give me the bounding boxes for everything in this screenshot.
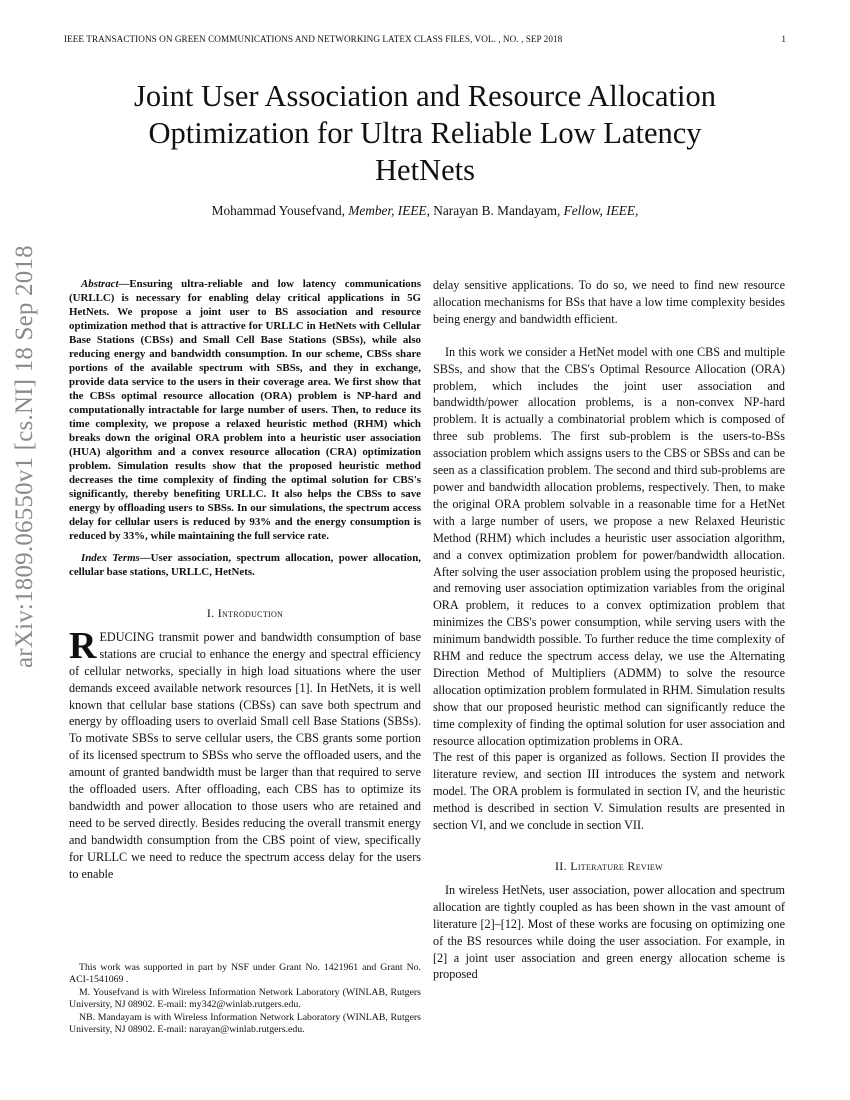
abstract	[69, 277, 421, 543]
running-head	[64, 34, 786, 48]
footnotes	[69, 962, 421, 1036]
left-column	[69, 277, 421, 883]
footnote-author-1-affiliation: M. Yousefvand is with Wireless Information Network Laboratory (WINLAB, Rutgers University, NJ 08902. E-mail: my342@winlab.rutgers.edu.	[69, 986, 421, 1011]
right-column	[433, 277, 785, 983]
journal-running-head: IEEE TRANSACTIONS ON GREEN COMMUNICATIONS AND NETWORKING LATEX CLASS FILES, VOL. , NO. , SEP 2018	[64, 34, 563, 44]
arxiv-stamp: arXiv:1809.06550v1 [cs.NI] 18 Sep 2018	[11, 245, 38, 668]
literature-paragraph-1: In wireless HetNets, user association, power allocation and spectrum allocation are tightly coupled as has been shown in the vast amount of literature [2]–[12]. Most of these works are focusing on optimizing one of the BS resources while doing the user association. For example, in [2] a joint user association and green energy allocation scheme is proposed	[433, 882, 785, 982]
index-terms-text: —User association, spectrum allocation, power allocation, cellular base stations, URLLC, HetNets.	[69, 552, 421, 578]
page-number: 1	[781, 34, 786, 44]
section-heading-introduction: I. Introduction	[206, 606, 284, 620]
author-role: Fellow, IEEE,	[563, 203, 639, 218]
section-heading-literature-review: II. Literature Review	[555, 859, 663, 873]
author-list	[60, 203, 790, 219]
footnote-funding: This work was supported in part by NSF under Grant No. 1421961 and Grant No. ACI-1541069 .	[69, 962, 421, 986]
title-line-1: Joint User Association and Resource Allocation	[134, 79, 716, 113]
paper-title	[60, 78, 790, 189]
drop-cap: R	[69, 624, 97, 667]
author-role: Member, IEEE,	[348, 203, 430, 218]
intro-paragraph-1-continued: delay sensitive applications. To do so, we need to find new resource allocation mechanisms for BSs that have a low time complexity besides being energy and bandwidth efficient.	[433, 278, 785, 326]
abstract-text: —Ensuring ultra-reliable and low latency communications (URLLC) is necessary for enabling delay critical applications in 5G HetNets. We propose a joint user to BS association and resource optimization method that is attractive for URLLC in HetNets with Cellular Base Stations (CBSs) and Small Cell Base Stations (SBSs), while also reducing energy and bandwidth consumption. In our scheme, CBSs share portions of the available spectrum with SBSs, and they in exchange, provide data service to the users in their coverage area. We first show that the CBSs optimal resource allocation (ORA) problem is NP-hard and computationally intractable for large number of users. Then, to reduce its time complexity, we propose a relaxed heuristic method (RHM) which breaks down the original ORA problem into a heuristic user association (HUA) algorithm and a convex resource allocation (CRA) optimization problem. Simulation results show that the proposed heuristic method decreases the time complexity of finding the optimal solution for CBS's significantly, thereby benefiting URLLC. It also helps the CBSs to save energy by offloading users to SBSs. In our simulations, the spectrum access delay for cellular users is reduced by 93% and the energy consumption is reduced by 33%, while maintaining the full service rate.	[69, 278, 421, 542]
index-terms-label: Index Terms	[81, 552, 140, 564]
author-name: Mohammad Yousefvand,	[211, 203, 345, 218]
intro-paragraph-1	[69, 624, 421, 883]
title-line-3: HetNets	[375, 153, 475, 187]
footnote-author-2-affiliation: NB. Mandayam is with Wireless Information Network Laboratory (WINLAB, Rutgers University, NJ 08902. E-mail: narayan@winlab.rutgers.edu.	[69, 1011, 421, 1036]
author-name: Narayan B. Mandayam,	[433, 203, 561, 218]
title-line-2: Optimization for Ultra Reliable Low Latency	[148, 116, 702, 150]
intro-paragraph-1-text: EDUCING transmit power and bandwidth consumption of base stations are crucial to enhance the energy and spectral efficiency of cellular networks, specially in high load situations where the user demands exceed available network resources [1]. In HetNets, it is well known that cellular base stations (CBSs) can save both spectrum and energy by offloading users to overlaid Small cell Base Stations (SBSs). To motivate SBSs to serve cellular users, the CBS grants some portion of its licensed spectrum to SBSs who serve the offloaded users, and the amount of granted bandwidth must be larger than that required to serve the offloaded users. After offloading, each CBS has to optimize its bandwidth and power allocation to those users who are retained and need to be served directly. Besides reducing the overall transmit energy and bandwidth consumption from the CBS point of view, specifically for URLLC we need to reduce the spectrum access delay for the users to enable	[69, 629, 421, 881]
abstract-label: Abstract	[81, 278, 119, 290]
intro-paragraph-2: In this work we consider a HetNet model with one CBS and multiple SBSs, and show that the CBS's Optimal Resource Allocation (ORA) problem, which includes the joint user association and bandwidth/power allocation problems, is a non-convex NP-hard problem. It is actually a combinatorial problem which is composed of three sub problems. The first sub-problem is the users-to-BSs association problem which assigns users to the CBS or SBSs and can be seen as a classification problem. The second and third sub-problems are power and bandwidth allocation problems, respectively. Then, to make the original ORA problem solvable in a reasonable time for a HetNet with a large number of users, we propose a new Relaxed Heuristic Method (RHM) which includes a heuristic user association algorithm, and a convex optimization problem for power/bandwidth allocation. After solving the user association problem using the proposed heuristic, and removing user association optimization variables from the original ORA problem, it reduces to a convex optimization problem that minimizes the CBS's power consumption, while serving users with the minimum bandwidth possible. To further reduce the time complexity of RHM and reduce the spectrum access delay, we use the Alternating Direction Method of Multipliers (ADMM) to solve the resource allocation optimization problem formulated in RHM. Simulation results show that our proposed heuristic method can significantly reduce the time complexity of finding the optimal solution for user association and resource allocation optimization problems in ORA.	[433, 344, 785, 748]
index-terms	[69, 551, 421, 579]
intro-paragraph-3: The rest of this paper is organized as follows. Section II provides the literature review, and section III introduces the system and network model. The ORA problem is formulated in section IV, and the heuristic method is described in section V. Simulation results are presented in section VI, and we conclude in section VII.	[433, 750, 785, 833]
